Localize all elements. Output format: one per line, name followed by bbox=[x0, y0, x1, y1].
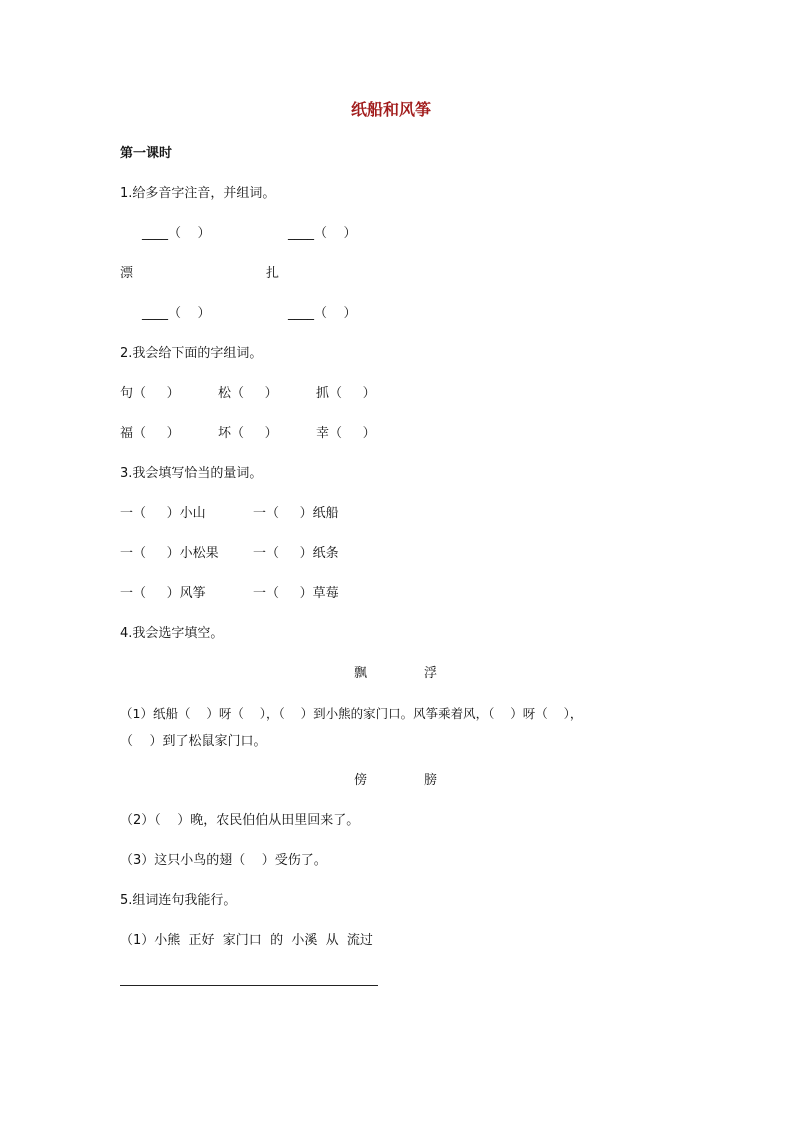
q2-item: 福（ ） bbox=[120, 426, 180, 441]
answer-line bbox=[120, 985, 378, 986]
q2-item: 幸（ ） bbox=[316, 426, 376, 441]
q4-sentence-3: （3）这只小鸟的翅（ ）受伤了。 bbox=[120, 853, 327, 868]
q1-blank-1: ____（ ） bbox=[142, 226, 211, 241]
q3-item: 一（ ）纸条 bbox=[253, 546, 339, 561]
q4-sentence-2: （2）（ ）晚，农民伯伯从田里回来了。 bbox=[120, 813, 360, 828]
q2-heading: 2.我会给下面的字组词。 bbox=[120, 346, 263, 361]
q4-sentence-1-line-1: （1）纸船（ ）呀（ ），（ ）到小熊的家门口。风筝乘着风，（ ）呀（ ）， bbox=[120, 706, 583, 721]
q4-choice: 膀 bbox=[424, 773, 438, 788]
q2-item: 句（ ） bbox=[120, 386, 180, 401]
q4-choice: 飘 bbox=[354, 666, 368, 681]
q4-choice: 傍 bbox=[354, 773, 368, 788]
q4-choice: 浮 bbox=[424, 666, 438, 681]
q1-char-2: 扎 bbox=[266, 266, 280, 281]
q2-item: 坏（ ） bbox=[218, 426, 278, 441]
q1-blank-2: ____（ ） bbox=[288, 226, 357, 241]
lesson-label: 第一课时 bbox=[120, 146, 173, 161]
q1-blank-3: ____（ ） bbox=[142, 306, 211, 321]
q3-item: 一（ ）小山 bbox=[120, 506, 206, 521]
q4-sentence-1-line-2: （ ）到了松鼠家门口。 bbox=[120, 734, 267, 749]
q3-item: 一（ ）小松果 bbox=[120, 546, 219, 561]
q5-sentence-1: （1）小熊 正好 家门口 的 小溪 从 流过 bbox=[120, 933, 373, 948]
q2-item: 松（ ） bbox=[218, 386, 278, 401]
q3-item: 一（ ）风筝 bbox=[120, 586, 206, 601]
q3-item: 一（ ）纸船 bbox=[253, 506, 339, 521]
q5-heading: 5.组词连句我能行。 bbox=[120, 893, 237, 908]
q2-item: 抓（ ） bbox=[316, 386, 376, 401]
q4-heading: 4.我会选字填空。 bbox=[120, 626, 224, 641]
page-title: 纸船和风筝 bbox=[351, 100, 432, 119]
q3-item: 一（ ）草莓 bbox=[253, 586, 339, 601]
q3-heading: 3.我会填写恰当的量词。 bbox=[120, 466, 263, 481]
q1-blank-4: ____（ ） bbox=[288, 306, 357, 321]
q1-char-1: 漂 bbox=[120, 266, 134, 281]
q1-heading: 1.给多音字注音，并组词。 bbox=[120, 186, 276, 201]
